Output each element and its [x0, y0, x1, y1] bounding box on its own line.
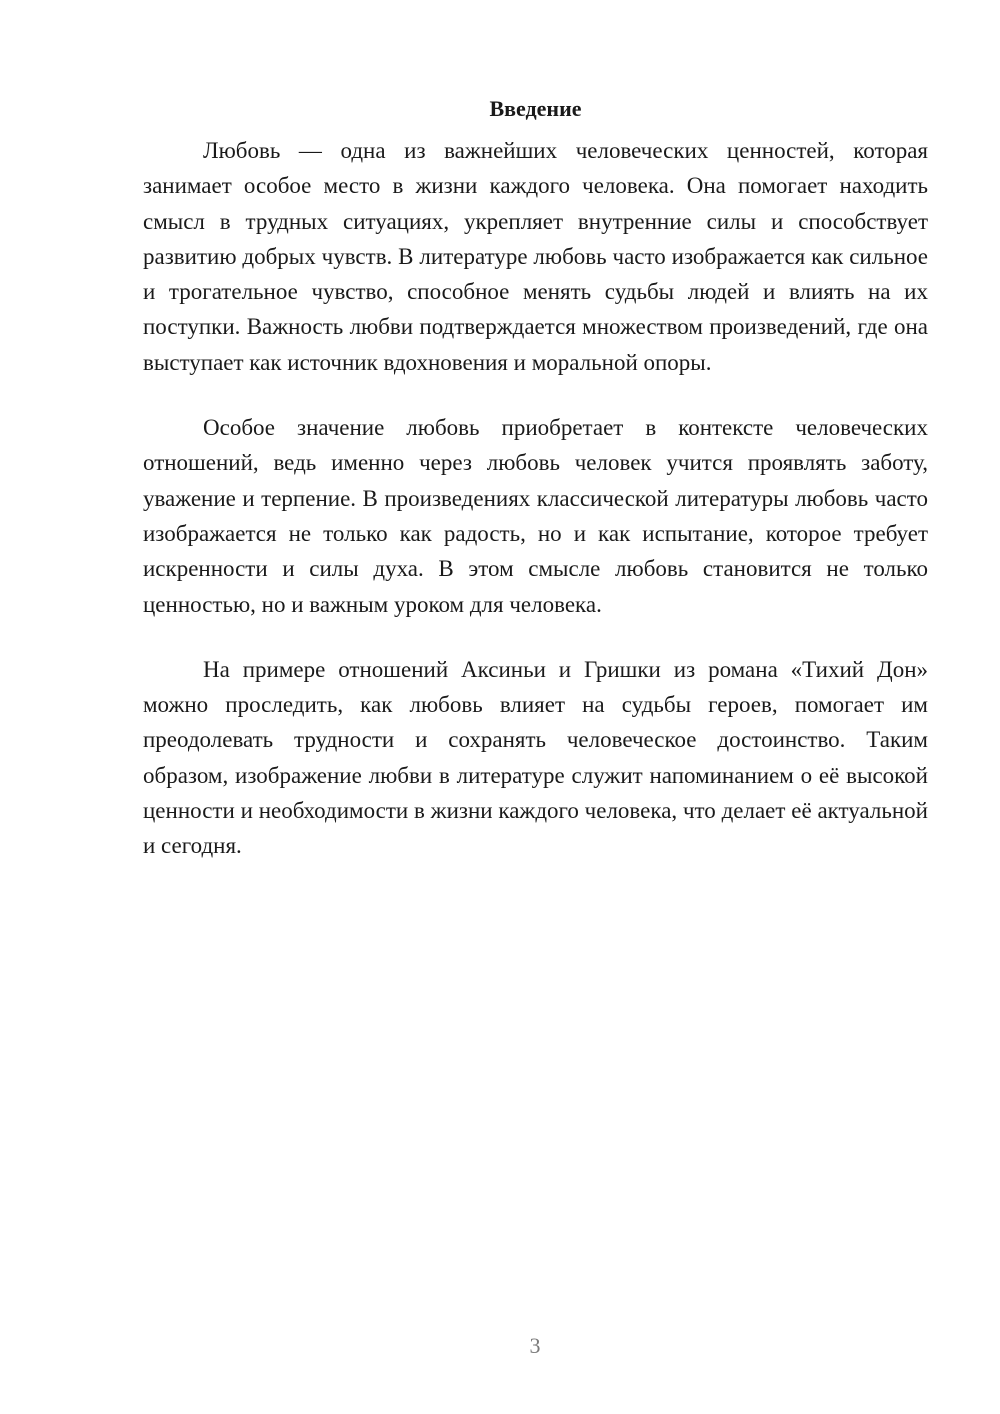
- paragraph-2: Особое значение любовь приобретает в контексте человеческих отношений, ведь именно через любовь человек учится проявлять заботу, уважение и терпение. В произведениях классической литературы любовь часто изображается не только как радость, но и как испытание, которое требует искренности и силы духа. В этом смысле любовь становится не только ценностью, но и важным уроком для человека.: [143, 415, 928, 617]
- section-heading: Введение: [489, 96, 582, 121]
- paragraph-3: На примере отношений Аксиньи и Гришки из романа «Тихий Дон» можно проследить, как любовь влияет на судьбы героев, помогает им преодолевать трудности и сохранять человеческое достоинство. Таким образом, изображение любви в литературе служит напоминанием о её высокой ценности и необходимости в жизни каждого человека, что делает её актуальной и сегодня.: [143, 656, 928, 859]
- page-number: 3: [529, 1333, 541, 1358]
- paragraph-1: Любовь — одна из важнейших человеческих ценностей, которая занимает особое место в жизни каждого человека. Она помогает находить смысл в трудных ситуациях, укрепляет внутренние силы и способствует развитию добрых чувств. В литературе любовь часто изображается как сильное и трогательное чувство, способное менять судьбы людей и влиять на их поступки. Важность любви подтверждается множеством произведений, где она выступает как источник вдохновения и моральной опоры.: [143, 138, 928, 375]
- page-content: [143, 92, 928, 894]
